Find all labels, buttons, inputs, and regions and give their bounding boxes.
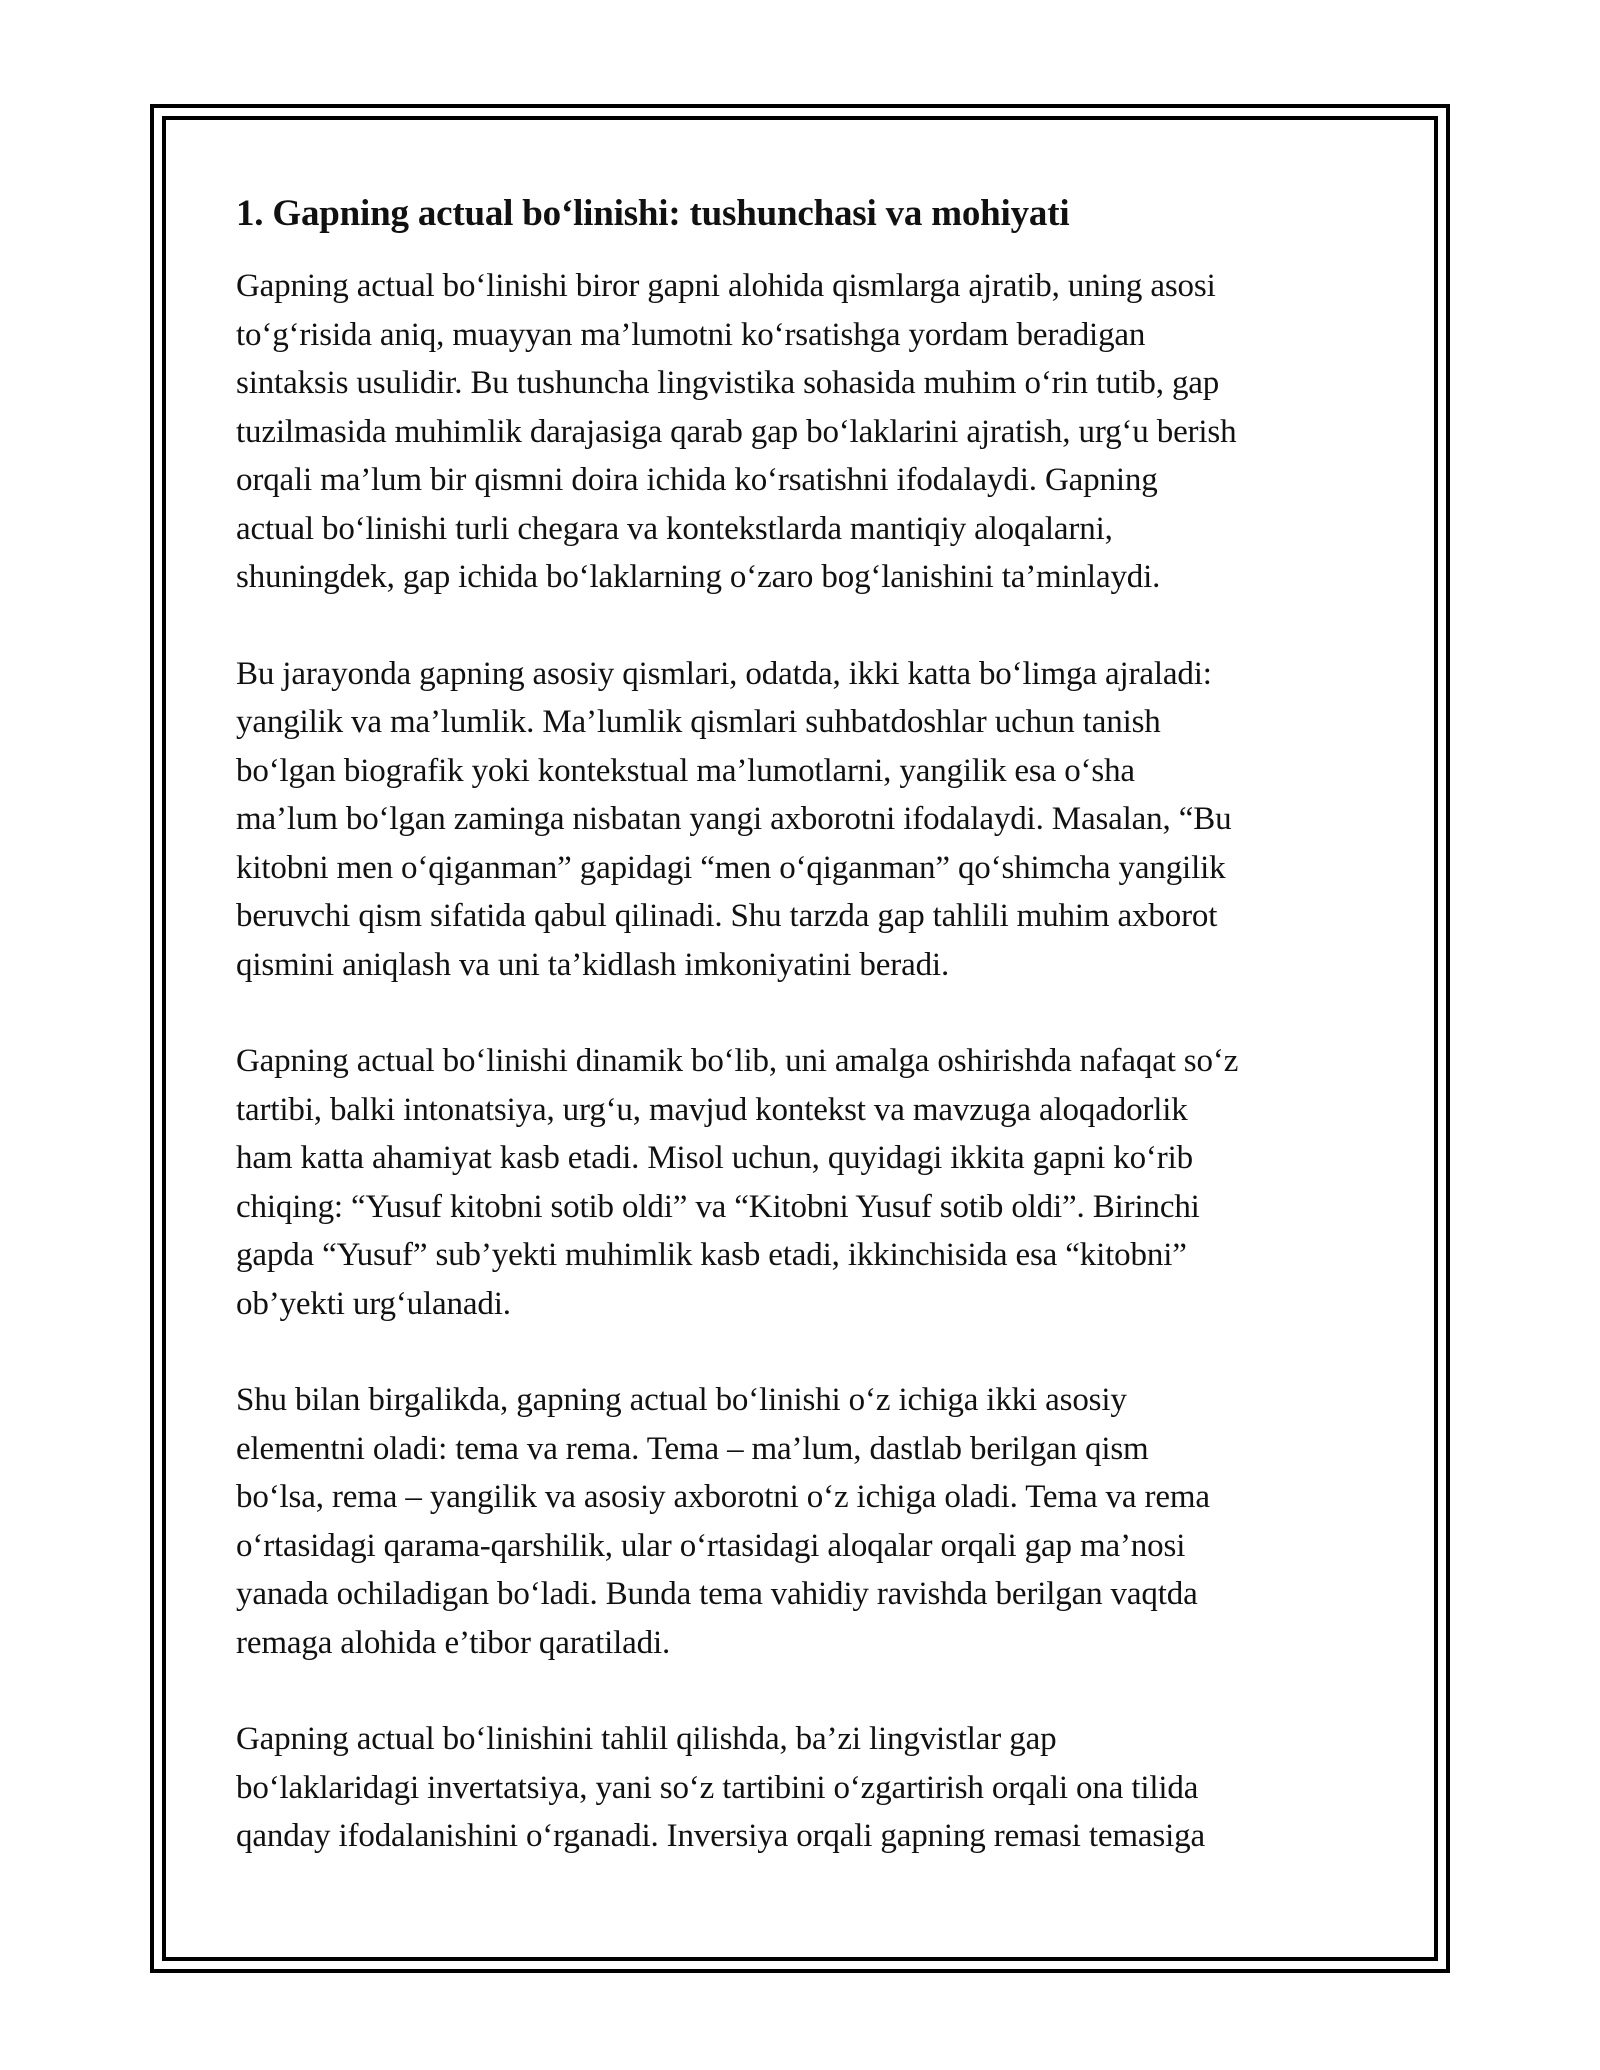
text-line: yangilik va ma’lumlik. Ma’lumlik qismlari suhbatdoshlar uchun tanish — [236, 704, 1161, 740]
text-line: Gapning actual bo‘linishini tahlil qilishda, ba’zi lingvistlar gap — [236, 1721, 1057, 1757]
text-line: beruvchi qism sifatida qabul qilinadi. Shu tarzda gap tahlili muhim axborot — [236, 898, 1218, 934]
text-line: kitobni men o‘qiganman” gapidagi “men o‘qiganman” qo‘shimcha yangilik — [236, 849, 1226, 886]
text-line: bo‘lsa, rema – yangilik va asosiy axborotni o‘z ichiga oladi. Tema va rema — [236, 1479, 1210, 1515]
text-line: gapda “Yusuf” sub’yekti muhimlik kasb etadi, ikkinchisida esa “kitobni” — [236, 1237, 1187, 1273]
text-line: shuningdek, gap ichida bo‘laklarning o‘zaro bog‘lanishini ta’minlaydi. — [236, 559, 1161, 595]
text-line: tuzilmasida muhimlik darajasiga qarab gap bo‘laklarini ajratish, urg‘u berish — [236, 413, 1237, 450]
document-body — [236, 188, 1376, 1909]
text-line: ma’lum bo‘lgan zaminga nisbatan yangi axborotni ifodalaydi. Masalan, “Bu — [236, 801, 1232, 837]
paragraph — [236, 650, 1376, 990]
text-line: bo‘laklaridagi invertatsiya, yani so‘z tartibini o‘zgartirish orqali ona tilida — [236, 1769, 1199, 1806]
text-line: Gapning actual bo‘linishi dinamik bo‘lib, uni amalga oshirishda nafaqat so‘z — [236, 1043, 1239, 1079]
text-line: qanday ifodalanishini o‘rganadi. Inversiya orqali gapning remasi temasiga — [236, 1818, 1205, 1854]
text-line: remaga alohida e’tibor qaratiladi. — [236, 1624, 671, 1661]
text-line: Bu jarayonda gapning asosiy qismlari, odatda, ikki katta bo‘limga ajraladi: — [236, 655, 1212, 692]
text-line: Gapning actual bo‘linishi biror gapni alohida qismlarga ajratib, uning asosi — [236, 268, 1216, 304]
text-line: sintaksis usulidir. Bu tushuncha lingvistika sohasida muhim o‘rin tutib, gap — [236, 365, 1220, 401]
text-line: Shu bilan birgalikda, gapning actual bo‘linishi o‘z ichiga ikki asosiy — [236, 1382, 1127, 1418]
paragraph — [236, 1715, 1376, 1861]
text-line: yanada ochiladigan bo‘ladi. Bunda tema vahidiy ravishda berilgan vaqtda — [236, 1576, 1198, 1612]
text-line: o‘rtasidagi qarama-qarshilik, ular o‘rtasidagi aloqalar orqali gap ma’nosi — [236, 1527, 1186, 1564]
text-line: ob’yekti urg‘ulanadi. — [236, 1285, 511, 1322]
text-line: orqali ma’lum bir qismni doira ichida ko‘rsatishni ifodalaydi. Gapning — [236, 462, 1158, 498]
paragraph — [236, 262, 1376, 602]
text-line: chiqing: “Yusuf kitobni sotib oldi” va “Kitobni Yusuf sotib oldi”. Birinchi — [236, 1188, 1200, 1225]
text-line: actual bo‘linishi turli chegara va kontekstlarda mantiqiy aloqalarni, — [236, 510, 1113, 547]
text-line: elementni oladi: tema va rema. Tema – ma’lum, dastlab berilgan qism — [236, 1430, 1149, 1467]
section-heading: 1. Gapning actual bo‘linishi: tushunchasi va mohiyati — [236, 193, 1070, 234]
text-line: ham katta ahamiyat kasb etadi. Misol uchun, quyidagi ikkita gapni ko‘rib — [236, 1140, 1193, 1176]
text-line: tartibi, balki intonatsiya, urg‘u, mavjud kontekst va mavzuga aloqadorlik — [236, 1091, 1188, 1128]
text-line: to‘g‘risida aniq, muayyan ma’lumotni ko‘rsatishga yordam beradigan — [236, 316, 1146, 353]
text-line: qismini aniqlash va uni ta’kidlash imkoniyatini beradi. — [236, 946, 950, 983]
text-line: bo‘lgan biografik yoki kontekstual ma’lumotlarni, yangilik esa o‘sha — [236, 752, 1135, 789]
paragraph — [236, 1376, 1376, 1667]
paragraph — [236, 1037, 1376, 1328]
